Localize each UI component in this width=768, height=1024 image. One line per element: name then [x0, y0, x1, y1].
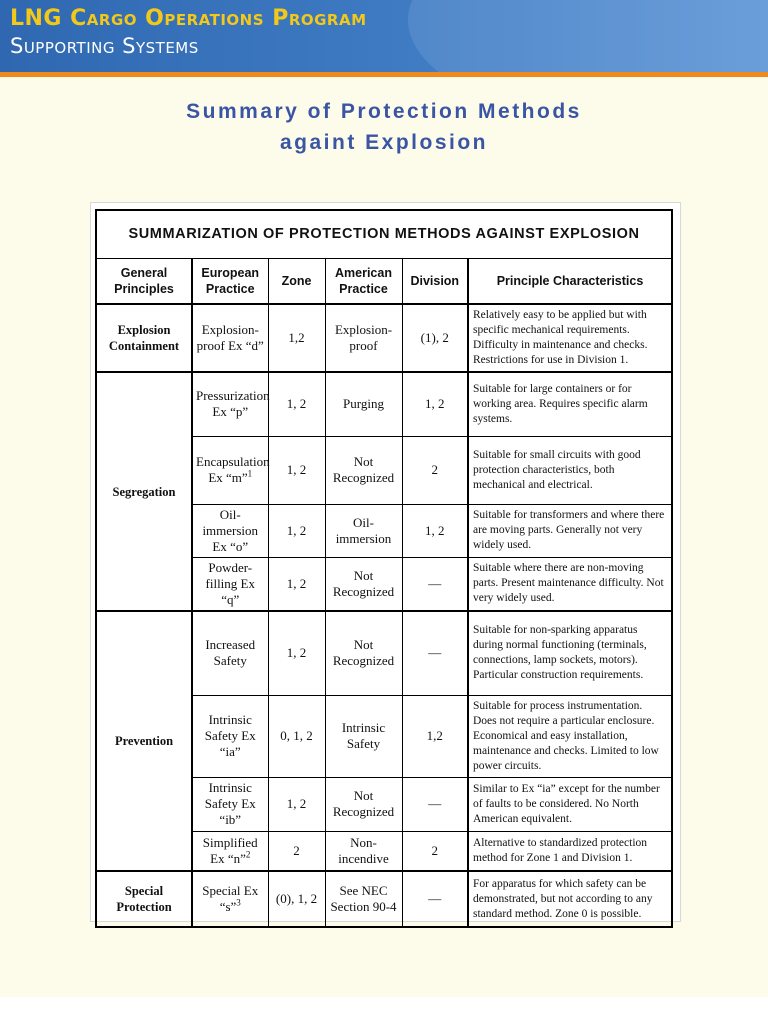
characteristics-cell: Alternative to standardized protection method for Zone 1 and Division 1.	[468, 831, 672, 871]
group-prevention: Prevention	[96, 611, 192, 871]
header-general-principles: General Principles	[96, 258, 192, 304]
characteristics-cell: Suitable for non-sparking apparatus during normal functioning (terminals, connections, lamp sockets, motors). Particular construction requirements.	[468, 611, 672, 695]
european-practice-cell: Increased Safety	[192, 611, 268, 695]
american-practice-cell: Not Recognized	[325, 611, 402, 695]
footer-strip	[0, 997, 768, 1024]
group-explosion-containment: Explosion Containment	[96, 304, 192, 372]
program-title: LNG Cargo Operations Program	[10, 6, 367, 31]
division-cell: —	[402, 557, 468, 611]
zone-cell: (0), 1, 2	[268, 871, 325, 927]
zone-cell: 1, 2	[268, 777, 325, 831]
scanned-table-image	[90, 202, 681, 922]
american-practice-cell: Oil-immersion	[325, 504, 402, 557]
european-practice-cell: Explosion-proof Ex “d”	[192, 304, 268, 372]
zone-cell: 1, 2	[268, 557, 325, 611]
american-practice-cell: Explosion-proof	[325, 304, 402, 372]
european-practice-cell: Oil-immersion Ex “o”	[192, 504, 268, 557]
european-practice-text: Encapsulation Ex “m”	[196, 454, 270, 485]
american-practice-cell: Non-incendive	[325, 831, 402, 871]
zone-cell: 1, 2	[268, 372, 325, 436]
division-cell: 1, 2	[402, 504, 468, 557]
american-practice-cell: See NEC Section 90-4	[325, 871, 402, 927]
table-row	[96, 611, 672, 695]
european-practice-cell: Pressurization Ex “p”	[192, 372, 268, 436]
slide-title-line1: Summary of Protection Methods	[186, 100, 582, 123]
group-special-protection: Special Protection	[96, 871, 192, 927]
slide-title	[0, 96, 768, 158]
table-row	[96, 372, 672, 436]
protection-methods-table	[95, 209, 673, 928]
european-practice-text: Simplified Ex “n”	[202, 834, 258, 866]
european-practice-cell	[192, 871, 268, 927]
characteristics-cell: Suitable where there are non-moving parts. Present maintenance difficulty. Not very widely used.	[468, 557, 672, 611]
header-zone: Zone	[268, 258, 325, 304]
european-practice-cell	[192, 831, 268, 871]
zone-cell: 1,2	[268, 304, 325, 372]
section-title: Supporting Systems	[10, 34, 199, 58]
footnote-mark: 1	[247, 468, 253, 479]
characteristics-cell: Suitable for small circuits with good protection characteristics, both mechanical and electrical.	[468, 436, 672, 504]
table-row	[96, 304, 672, 372]
header-division: Division	[402, 258, 468, 304]
footnote-mark: 3	[236, 897, 241, 908]
european-practice-cell	[192, 436, 268, 504]
division-cell: —	[402, 611, 468, 695]
american-practice-cell: Purging	[325, 372, 402, 436]
division-cell: —	[402, 777, 468, 831]
slide-title-line2: againt Explosion	[279, 131, 489, 154]
european-practice-cell: Intrinsic Safety Ex “ia”	[192, 695, 268, 777]
zone-cell: 1, 2	[268, 436, 325, 504]
european-practice-cell: Powder-filling Ex “q”	[192, 557, 268, 611]
american-practice-cell: Not Recognized	[325, 436, 402, 504]
group-segregation: Segregation	[96, 372, 192, 611]
header-decoration	[408, 0, 768, 72]
table-caption: SUMMARIZATION OF PROTECTION METHODS AGAINST EXPLOSION	[96, 210, 672, 258]
european-practice-text: Special Ex “s”	[202, 883, 259, 914]
zone-cell: 2	[268, 831, 325, 871]
characteristics-cell: For apparatus for which safety can be demonstrated, but not according to any standard method. Zone 0 is possible.	[468, 871, 672, 927]
zone-cell: 0, 1, 2	[268, 695, 325, 777]
division-cell: 1,2	[402, 695, 468, 777]
division-cell: 2	[402, 436, 468, 504]
characteristics-cell: Suitable for transformers and where there are moving parts. Generally not very widely used.	[468, 504, 672, 557]
characteristics-cell: Relatively easy to be applied but with specific mechanical requirements. Difficulty in maintenance and checks. Restrictions for use in Division 1.	[468, 304, 672, 372]
header-banner	[0, 0, 768, 72]
characteristics-cell: Suitable for process instrumentation. Does not require a particular enclosure. Economical and easy installation, maintenance and checks. Limited to low power circuits.	[468, 695, 672, 777]
table-row	[96, 871, 672, 927]
characteristics-cell: Suitable for large containers or for working area. Requires specific alarm systems.	[468, 372, 672, 436]
footnote-mark: 2	[245, 849, 251, 860]
division-cell: —	[402, 871, 468, 927]
european-practice-cell: Intrinsic Safety Ex “ib”	[192, 777, 268, 831]
header-american-practice: American Practice	[325, 258, 402, 304]
division-cell: (1), 2	[402, 304, 468, 372]
zone-cell: 1, 2	[268, 504, 325, 557]
header-european-practice: European Practice	[192, 258, 268, 304]
american-practice-cell: Intrinsic Safety	[325, 695, 402, 777]
characteristics-cell: Similar to Ex “ia” except for the number of faults to be considered. No North American equivalent.	[468, 777, 672, 831]
american-practice-cell: Not Recognized	[325, 557, 402, 611]
division-cell: 1, 2	[402, 372, 468, 436]
american-practice-cell: Not Recognized	[325, 777, 402, 831]
division-cell: 2	[402, 831, 468, 871]
header-principle-characteristics: Principle Characteristics	[468, 258, 672, 304]
zone-cell: 1, 2	[268, 611, 325, 695]
